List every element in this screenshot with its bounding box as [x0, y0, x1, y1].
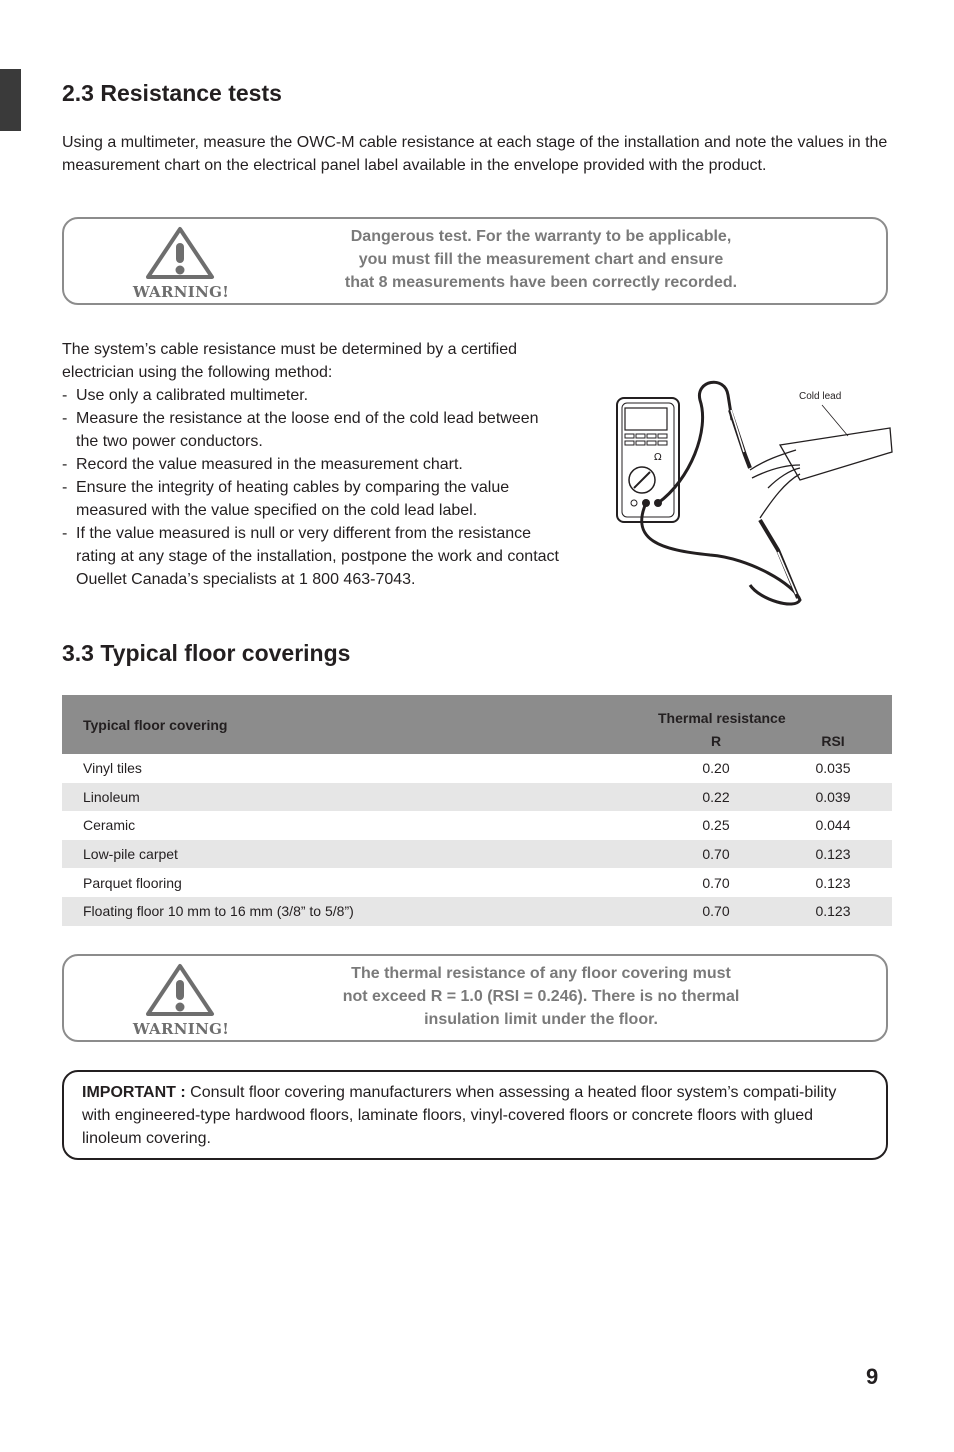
- table-row: [62, 897, 892, 926]
- warning-text-line: that 8 measurements have been correctly recorded.: [344, 274, 738, 291]
- ohm-symbol: Ω: [654, 452, 662, 463]
- cell-r: 0.25: [702, 817, 730, 834]
- warning-box-dangerous-test: [62, 217, 888, 305]
- table-row: [62, 840, 892, 869]
- column-header-thermal-resistance: Thermal resistance: [658, 695, 892, 727]
- list-item: - Record the value measured in the measurement chart.: [62, 453, 562, 476]
- column-header-rsi: RSI: [774, 727, 892, 754]
- cell-rsi: 0.123: [774, 840, 892, 869]
- warning-box-thermal-limit: [62, 954, 888, 1042]
- cell-r: 0.70: [702, 874, 730, 891]
- warning-text-line: you must fill the measurement chart and ensure: [358, 251, 724, 268]
- cell-r: 0.70: [658, 840, 774, 869]
- method-list: [62, 384, 562, 591]
- intro-paragraph: Using a multimeter, measure the OWC-M cable resistance at each stage of the installation and note the values in the measurement chart on the electrical panel label available in the envelope provided with the product.: [62, 134, 888, 174]
- warning-triangle-icon: [144, 225, 216, 281]
- multimeter-illustration: [600, 370, 900, 610]
- important-label: IMPORTANT :: [82, 1084, 186, 1101]
- section-title-floor-coverings: 3.3 Typical floor coverings: [62, 640, 351, 666]
- cell-rsi: 0.123: [815, 874, 851, 891]
- cell-covering: Parquet flooring: [83, 874, 182, 891]
- list-item: - Use only a calibrated multimeter.: [62, 384, 562, 407]
- cell-covering: Floating floor 10 mm to 16 mm (3/8” to 5/8”): [62, 897, 658, 926]
- chapter-edge-tab: [0, 69, 21, 131]
- page-number: 9: [866, 1364, 879, 1389]
- cell-covering: Low-pile carpet: [62, 840, 658, 869]
- cell-rsi: 0.039: [774, 783, 892, 812]
- method-section: [62, 338, 562, 591]
- warning-text-line: insulation limit under the floor.: [424, 1011, 658, 1028]
- warning-triangle-icon: [144, 962, 216, 1018]
- warning-text: [326, 962, 756, 1031]
- important-note-box: [62, 1070, 888, 1160]
- cell-covering: Ceramic: [83, 817, 136, 834]
- method-lead: The system’s cable resistance must be determined by a certified electrician using the following method:: [62, 341, 518, 381]
- cell-rsi: 0.035: [815, 760, 851, 777]
- table-row: [62, 868, 892, 897]
- table-row: [62, 783, 892, 812]
- warning-label: WARNING!: [132, 283, 230, 301]
- list-item: - Ensure the integrity of heating cables by comparing the value measured with the value specified on the cold lead label.: [62, 476, 562, 522]
- cold-lead-label: Cold lead: [799, 391, 842, 402]
- column-header-r: R: [658, 727, 774, 754]
- warning-text-line: The thermal resistance of any floor covering must: [351, 965, 731, 982]
- warning-text-line: Dangerous test. For the warranty to be applicable,: [350, 228, 732, 245]
- cell-covering: Vinyl tiles: [83, 760, 142, 777]
- list-item: - Measure the resistance at the loose end of the cold lead between the two power conductors.: [62, 407, 562, 453]
- warning-label: WARNING!: [132, 1020, 230, 1038]
- floor-coverings-table: [62, 695, 892, 926]
- cell-covering: Linoleum: [62, 783, 658, 812]
- warning-text-line: not exceed R = 1.0 (RSI = 0.246). There is no thermal: [342, 988, 740, 1005]
- cell-r: 0.70: [658, 897, 774, 926]
- section-title-resistance-tests: 2.3 Resistance tests: [62, 80, 282, 106]
- cell-r: 0.20: [702, 760, 730, 777]
- list-item: - If the value measured is null or very different from the resistance rating at any stage of the installation, postpone the work and contact Ouellet Canada’s specialists at 1 800 463-7043.: [62, 522, 562, 591]
- cell-r: 0.22: [658, 783, 774, 812]
- warning-text: [326, 225, 756, 294]
- important-text: Consult floor covering manufacturers when assessing a heated floor system’s compati-bility with engineered-type hardwood floors, laminate floors, vinyl-covered floors or concrete floors with glued linoleum covering.: [82, 1084, 837, 1147]
- table-row: [62, 811, 892, 840]
- cell-rsi: 0.044: [815, 817, 851, 834]
- cell-rsi: 0.123: [774, 897, 892, 926]
- column-header-covering: Typical floor covering: [62, 695, 658, 754]
- table-row: [62, 754, 892, 783]
